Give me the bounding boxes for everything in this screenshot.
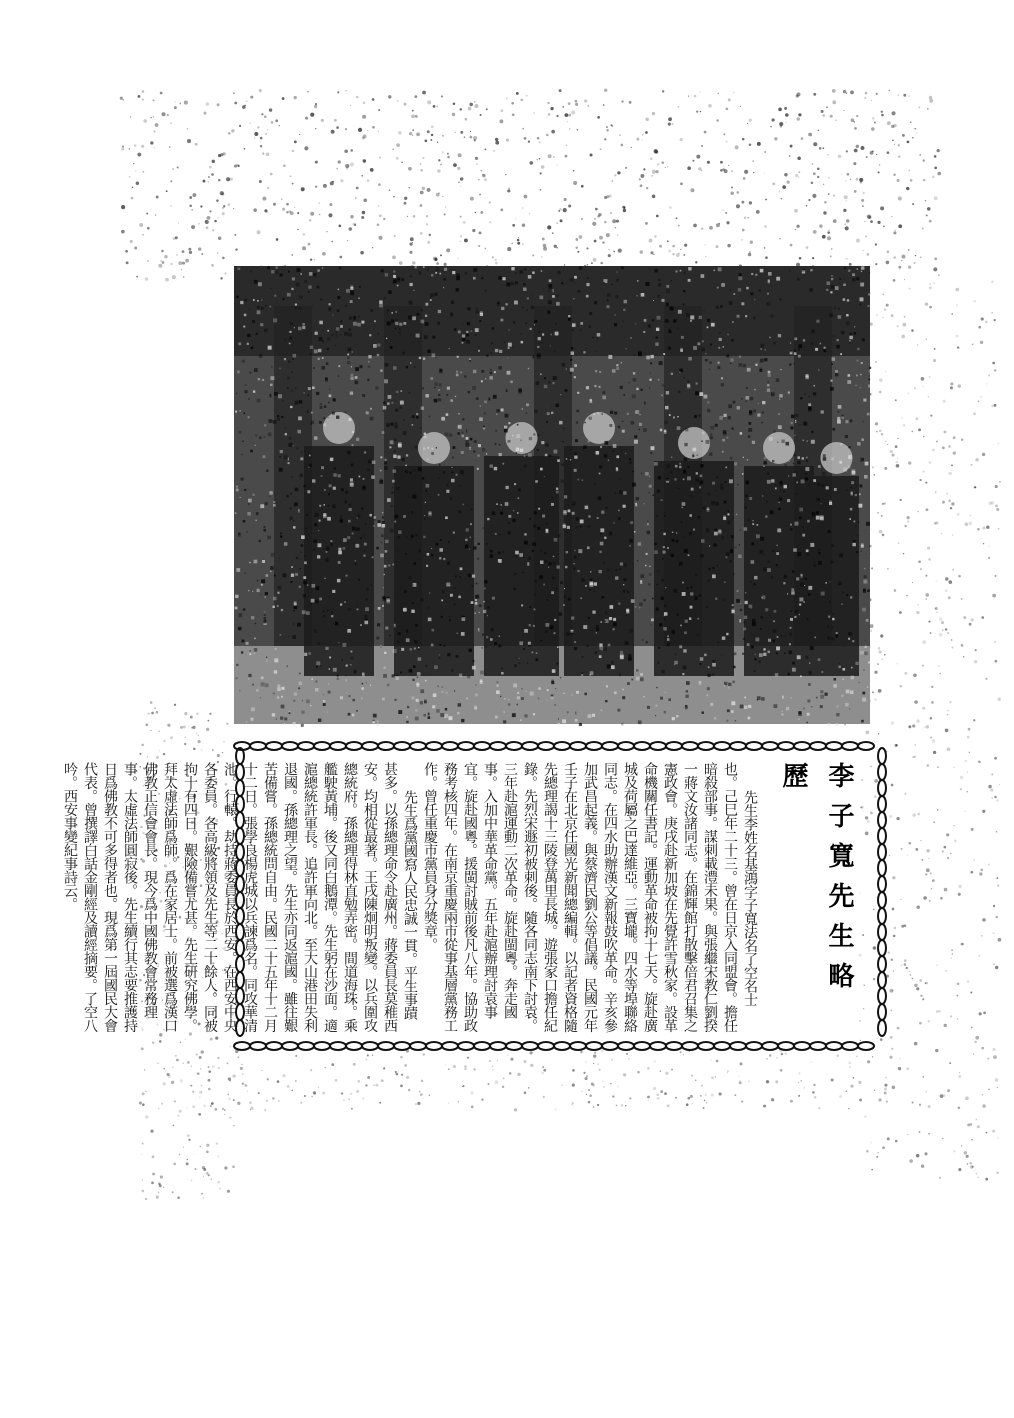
group-photograph xyxy=(234,266,870,724)
biography-text xyxy=(62,762,862,1032)
biography-frame xyxy=(62,738,890,1054)
photograph-image xyxy=(234,266,870,724)
biography-paragraph-2: 先生爲黨國寫人民忠誠一貫。平生事蹟甚多。以孫總理命令赴廣州。蔣委員長莫稚西安。均相從最著。王戌陳炯明叛變。以兵圍攻總統府。孫總理得林直勉弄密。間道海珠。乘艦駛黃埔。後又同白鵝潭。先生躬在沙面。適滬總統許軍長。追許軍向北。至大山港田失利退國。孫總理之望。先生亦同返滬國。雖往艱苦備嘗。孫總統問自由。民國二十五年十二月十二日。張學良楊虎城以兵諫爲名。同攻華清池。行轅。劫持蔣委員長於西安。在西安中央各委員。各高級將領及先生等二十餘人。同被拘十有四日。艱險備嘗尤甚。先生研究佛學。拜太虛法師爲師。爲在家居士。前被選爲漢口佛教正信會會長。現今爲中國佛教會常務理事。太虛法師圓寂後。先生續行其志要推護持日爲佛教不可多得者也。現爲第一屆國民大會代表。曾撰譯白話金剛經及讀經摘要。了空八吟。西安事變紀事詩云。 xyxy=(62,762,418,1032)
biography-title: 李子寬先生略歷 xyxy=(778,762,854,1002)
biography-paragraph-1: 先生李姓名基鴻字子寬法名了空名士也。己巳年二十三。曾在日京入同盟會。擔任暗殺部事。謀刺載澧未果。與張繼宋教仁劉揆一蔣文汝諸同志。在錦輝館打散擊倍君召集之憲政會。庚戌赴新加坡在先覺許雪秋家。設革命機關任書記。運動革命被拘十七天。旋赴廣城及荷屬之巴達維亞。三寶壠。四水等埠聯絡同志。在四水助辦漢文新報鼓吹革命。辛亥參加武昌起義。與蔡濟民劉公等倡議。民國元年壬子在北京任國光新聞總編輯。以記者資格隨先總理謁十三陵登萬里長城。遊張家口擔任紀錄。先烈宋遯初被刺後。隨各同志南下討袁。三年赴滬運動二次革命。旋赴閩粵。奔走國事。入加中華革命黨。五年赴滬辦理討袁事宜。旋赴國粵。援閩討賊前後凡八年。協助政務考核四年。在南京重慶兩市從事基層黨務工作。曾任重慶市黨員身分獎章。 xyxy=(422,762,758,1032)
